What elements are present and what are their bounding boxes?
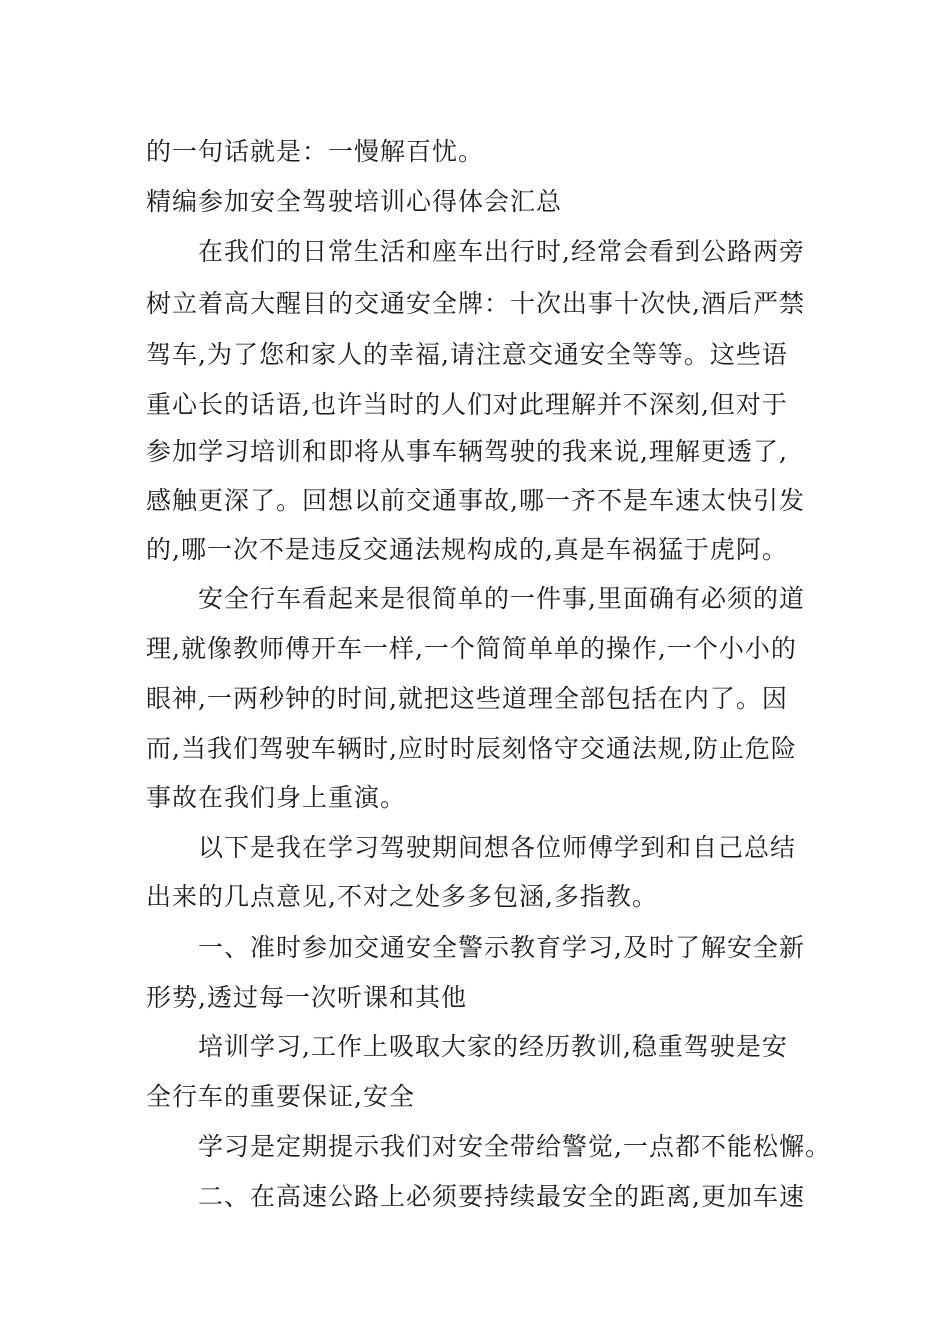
document-title: 精编参加安全驾驶培训心得体会汇总 (146, 187, 563, 216)
text-line: 一、准时参加交通安全警示教育学习,及时了解安全新 (198, 933, 805, 962)
text-line: 学习是定期提示我们对安全带给警觉,一点都不能松懈。 (198, 1132, 831, 1161)
text-line: 以下是我在学习驾驶期间想各位师傅学到和自己总结 (198, 833, 797, 862)
text-line: 树立着高大醒目的交通安全牌：十次出事十次快,酒后严禁 (146, 289, 805, 318)
text-line: 在我们的日常生活和座车出行时,经常会看到公路两旁 (198, 237, 805, 266)
text-line: 事故在我们身上重演。 (146, 783, 407, 812)
continuation-line: 的一句话就是：一慢解百忧。 (146, 137, 485, 166)
text-line: 感触更深了。回想以前交通事故,哪一齐不是车速太快引发 (146, 486, 805, 515)
text-line: 驾车,为了您和家人的幸福,请注意交通安全等等。这些语 (146, 340, 788, 369)
text-line: 出来的几点意见,不对之处多多包涵,多指教。 (146, 882, 658, 911)
text-line: 眼神,一两秒钟的时间,就把这些道理全部包括在内了。因 (146, 684, 788, 713)
text-line: 而,当我们驾驶车辆时,应时时辰刻恪守交通法规,防止危险 (146, 734, 797, 763)
text-line: 理,就像教师傅开车一样,一个简简单单的操作,一个小小的 (146, 634, 797, 663)
text-line: 重心长的话语,也许当时的人们对此理解并不深刻,但对于 (146, 390, 788, 419)
text-line: 形势,透过每一次听课和其他 (146, 983, 467, 1012)
text-line: 的,哪一次不是违反交通法规构成的,真是车祸猛于虎阿。 (146, 535, 788, 564)
text-line: 参加学习培训和即将从事车辆驾驶的我来说,理解更透了, (146, 437, 788, 466)
text-line: 安全行车看起来是很简单的一件事,里面确有必须的道 (198, 584, 805, 613)
text-line: 培训学习,工作上吸取大家的经历教训,稳重驾驶是安 (198, 1032, 788, 1061)
text-line: 二、在高速公路上必须要持续最安全的距离,更加车速 (198, 1182, 805, 1211)
text-line: 全行车的重要保证,安全 (146, 1082, 415, 1111)
